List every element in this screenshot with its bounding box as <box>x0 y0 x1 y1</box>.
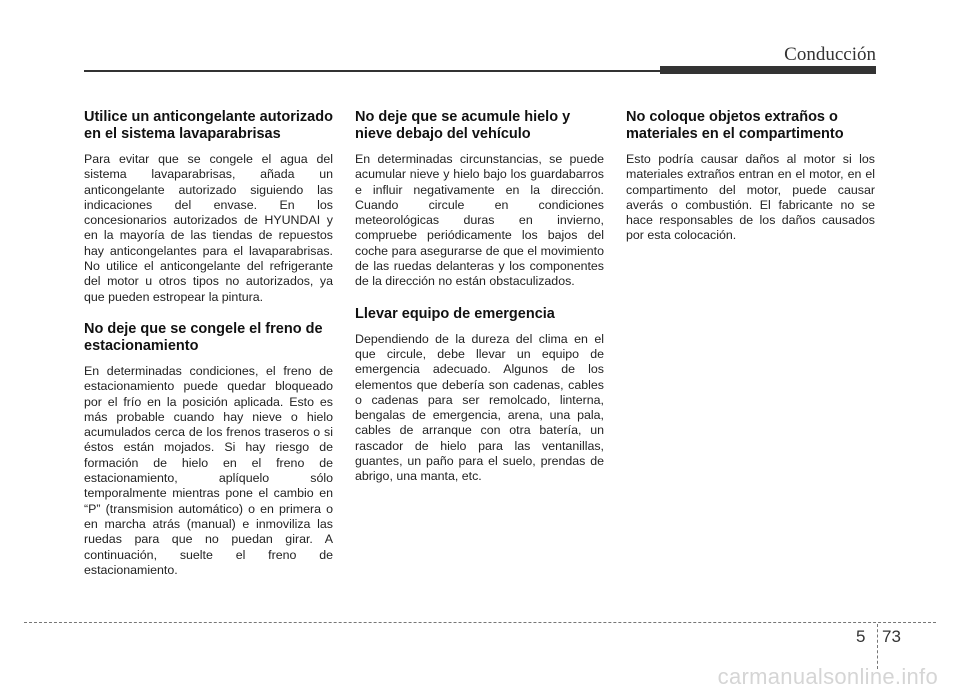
header-rule-bar <box>660 66 876 74</box>
section-ice-snow-underbody <box>355 109 604 290</box>
section-emergency-equipment <box>355 306 604 485</box>
section-heading: Utilice un anticongelante autorizado en el sistema lavaparabrisas <box>84 109 333 142</box>
header-rule <box>84 70 664 72</box>
section-body: En determinadas condiciones, el freno de estacionamiento puede quedar bloqueado por el frío en la posición aplicada. Esto es más probable cuando hay nieve o hielo acumulados cerca de los frenos traseros o si éstos están mojados. Si hay riesgo de formación de hielo en el freno de estacionamiento, aplíquelo sólo temporalmente mientras pone el cambio en “P” (transmision automático) o en primera o en marcha atrás (manual) e inmoviliza las ruedas para que no puedan girar. A continuación, suelte el freno de estacionamiento. <box>84 363 333 577</box>
section-heading: No deje que se congele el freno de estacionamiento <box>84 320 323 354</box>
section-heading: No deje que se acumule hielo y nieve debajo del vehículo <box>355 109 571 142</box>
footer-divider <box>877 624 878 669</box>
section-body: Para evitar que se congele el agua del sistema lavaparabrisas, añada un anticongelante autorizado siguiendo las indicaciones del envase. En los concesionarios autorizados de HYUNDAI y en la mayoría de las tiendas de repuestos hay anticongelantes para el lavaparabrisas. No utilice el anticongelante del refrigerante del motor u otros tipos no autorizados, ya que pueden estropear la pintura. <box>84 152 333 304</box>
section-heading: No coloque objetos extraños o materiales en el compartimento <box>626 109 844 142</box>
section-parking-brake <box>84 321 333 578</box>
section-washer-antifreeze <box>84 109 333 305</box>
section-body: Esto podría causar daños al motor si los materiales extraños entran en el motor, en el compartimento del motor, puede causar averás o combustión. El fabricante no se hace responsables de los daños causados por esta colocación. <box>626 152 875 243</box>
watermark: carmanualsonline.info <box>717 664 938 689</box>
chapter-number: 5 <box>856 627 866 646</box>
section-foreign-objects <box>626 109 875 244</box>
page-number: 73 <box>882 627 901 646</box>
column-3 <box>626 109 875 260</box>
column-1 <box>84 109 333 594</box>
chapter-title: Conducción <box>784 44 876 65</box>
section-heading: Llevar equipo de emergencia <box>355 305 555 322</box>
section-body: En determinadas circunstancias, se puede acumular nieve y hielo bajo los guardabarros e influir negativamente en la dirección. Cuando circule en condiciones meteorológicas duras en invierno, compruebe periódicamente los bajos del coche para asegurarse de que el movimiento de las ruedas delanteras y los componentes de la dirección no están obstaculizados. <box>355 152 604 289</box>
column-2 <box>355 109 604 501</box>
section-body: Dependiendo de la dureza del clima en el que circule, debe llevar un equipo de emergencia adecuado. Algunos de los elementos que debería son cadenas, cables o cadenas para ser remolcado, linterna, bengalas de emergencia, arena, una pala, cables de arranque con otra batería, un rascador de hielo para las ventanillas, guantes, un paño para el suelo, prendas de abrigo, una manta, etc. <box>355 331 604 484</box>
footer-rule <box>24 622 936 623</box>
